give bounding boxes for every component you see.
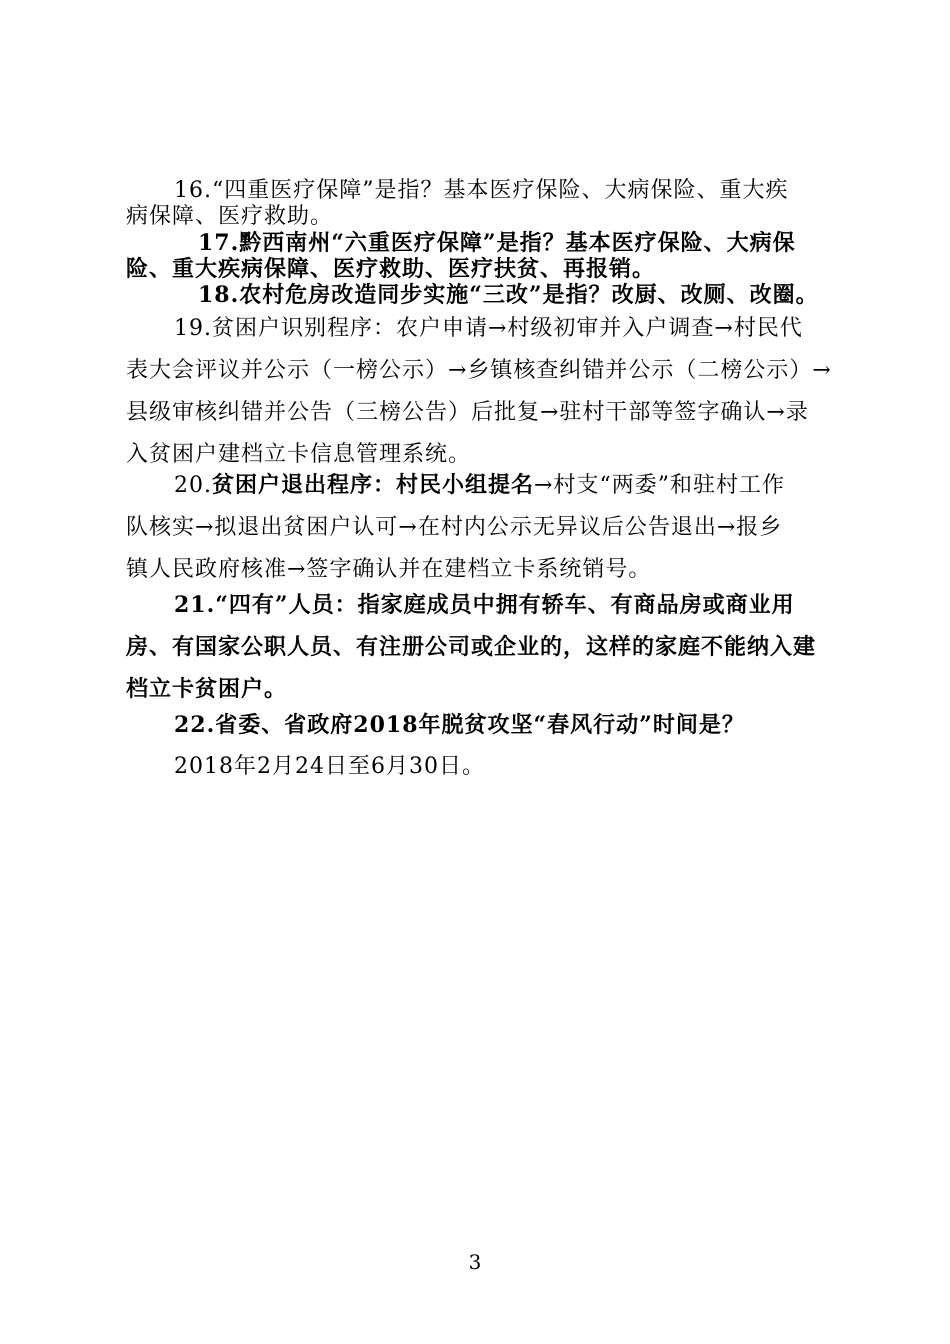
item-20-bold-part: 贫困户退出程序：村民小组提名 bbox=[212, 472, 535, 498]
item-17-line-2: 险、重大疾病保障、医疗救助、医疗扶贫、再报销。 bbox=[126, 256, 656, 282]
item-22 bbox=[126, 704, 836, 788]
item-20-rest: →村支“两委”和驻村工作 bbox=[534, 473, 785, 498]
item-17 bbox=[126, 230, 836, 282]
item-19-line-1: 19.贫困户识别程序：农户申请→村级初审并入户调查→村民代 bbox=[174, 316, 803, 341]
item-16-line-2: 病保障、医疗救助。 bbox=[126, 204, 334, 229]
item-21 bbox=[126, 584, 836, 710]
item-16 bbox=[126, 178, 836, 230]
item-19-line-3: 县级审核纠错并公告（三榜公告）后批复→驻村干部等签字确认→录 bbox=[126, 400, 809, 425]
item-20-prefix: 20. bbox=[174, 473, 212, 498]
item-17-line-1: 17.黔西南州“六重医疗保障”是指？基本医疗保险、大病保 bbox=[198, 230, 796, 256]
item-20-line-2: 队核实→拟退出贫困户认可→在村内公示无异议后公告退出→报乡 bbox=[126, 515, 783, 540]
item-18-line-1: 18.农村危房改造同步实施“三改”是指？改厨、改厕、改圈。 bbox=[198, 282, 819, 308]
item-19-line-2: 表大会评议并公示（一榜公示）→乡镇核查纠错并公示（二榜公示）→ bbox=[126, 358, 832, 383]
item-21-line-3: 档立卡贫困户。 bbox=[126, 676, 288, 702]
item-21-line-2: 房、有国家公职人员、有注册公司或企业的，这样的家庭不能纳入建 bbox=[126, 634, 817, 660]
item-20 bbox=[126, 464, 836, 591]
item-19 bbox=[126, 308, 836, 476]
item-20-line-3: 镇人民政府核准→签字确认并在建档立卡系统销号。 bbox=[126, 557, 652, 582]
item-18 bbox=[126, 282, 836, 308]
item-16-line-1: 16.“四重医疗保障”是指？基本医疗保险、大病保险、重大疾 bbox=[174, 178, 789, 203]
item-21-line-1: 21.“四有”人员：指家庭成员中拥有轿车、有商品房或商业用 bbox=[174, 592, 795, 618]
item-22-answer: 2018年2月24日至6月30日。 bbox=[174, 754, 485, 779]
item-22-question: 22.省委、省政府2018年脱贫攻坚“春风行动”时间是？ bbox=[174, 712, 745, 738]
item-19-line-4: 入贫困户建档立卡信息管理系统。 bbox=[126, 442, 472, 467]
item-20-line-1 bbox=[126, 464, 836, 507]
page-number: 3 bbox=[468, 1250, 482, 1274]
